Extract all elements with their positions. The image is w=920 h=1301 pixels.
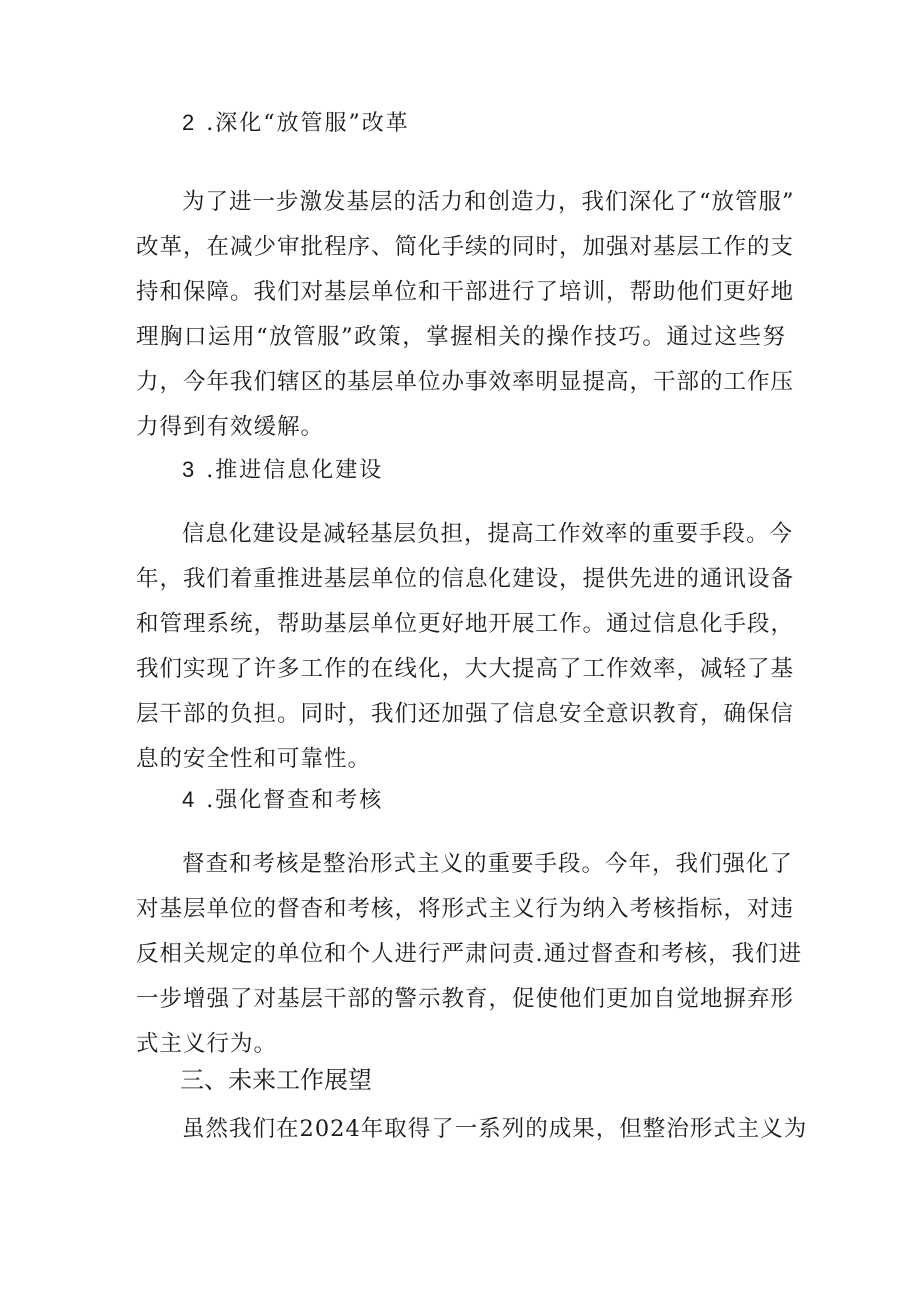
paragraph-line: 改革，在减少审批程序、简化手续的同时，加强对基层工作的支 — [136, 234, 795, 260]
subheading-4 — [182, 785, 383, 816]
paragraph-line: 层干部的负担。同时，我们还加强了信息安全意识教育，确保信 — [136, 701, 795, 727]
paragraph-line: 持和保障。我们对基层单位和干部进行了培训，帮助他们更好地 — [136, 279, 795, 305]
paragraph-line: 理胸口运用“放管服”政策，掌握相关的操作技巧。通过这些努 — [136, 324, 786, 350]
paragraph-line: 一步增强了对基层干部的警示教育，促使他们更加自觉地摒弃形 — [136, 986, 795, 1012]
paragraph-line: 力得到有效缓解。 — [136, 414, 325, 440]
paragraph-line: 和管理系统，帮助基层单位更好地开展工作。通过信息化手段， — [136, 611, 795, 637]
subheading-3 — [182, 455, 383, 486]
subheading-text: .深化“放管服”改革 — [206, 111, 410, 136]
paragraph-line: 虽然我们在2024年取得了一系列的成果，但整治形式主义为 — [182, 1116, 808, 1142]
paragraph-line: 对基层单位的督杳和考核，将形式主义行为纳入考核指标，对违 — [136, 896, 795, 922]
subheading-number: 4 — [182, 787, 197, 812]
paragraph-line: 反相关规定的单位和个人进行严肃问责.通过督查和考核，我们进 — [136, 941, 803, 967]
paragraph-line: 年，我们着重推进基层单位的信息化建设，提供先进的通讯设备 — [136, 566, 795, 592]
section-title: 三、未来工作展望 — [180, 1066, 372, 1094]
paragraph-line: 息的安全性和可靠性。 — [136, 746, 372, 772]
subheading-2 — [182, 108, 410, 139]
paragraph-3 — [136, 512, 795, 782]
paragraph-line: 我们实现了许多工作的在线化，大大提高了工作效率，减轻了基 — [136, 656, 795, 682]
paragraph-final — [136, 1107, 808, 1152]
paragraph-4 — [136, 842, 803, 1067]
paragraph-line: 式主义行为。 — [136, 1031, 278, 1057]
paragraph-line: 为了进一步激发基层的活力和创造力，我们深化了“放管服” — [182, 189, 795, 215]
subheading-number: 2 — [182, 110, 197, 135]
paragraph-line: 力，今年我们辖区的基层单位办事效率明显提高，干部的工作压 — [136, 369, 795, 395]
paragraph-line: 信息化建设是减轻基层负担，提高工作效率的重要手段。今 — [182, 521, 794, 547]
subheading-text: .推进信息化建设 — [206, 458, 384, 483]
paragraph-2 — [136, 180, 795, 450]
subheading-text: .强化督查和考核 — [206, 788, 384, 813]
paragraph-line: 督查和考核是整治形式主义的重要手段。今年，我们强化了 — [182, 851, 794, 877]
subheading-number: 3 — [182, 457, 197, 482]
